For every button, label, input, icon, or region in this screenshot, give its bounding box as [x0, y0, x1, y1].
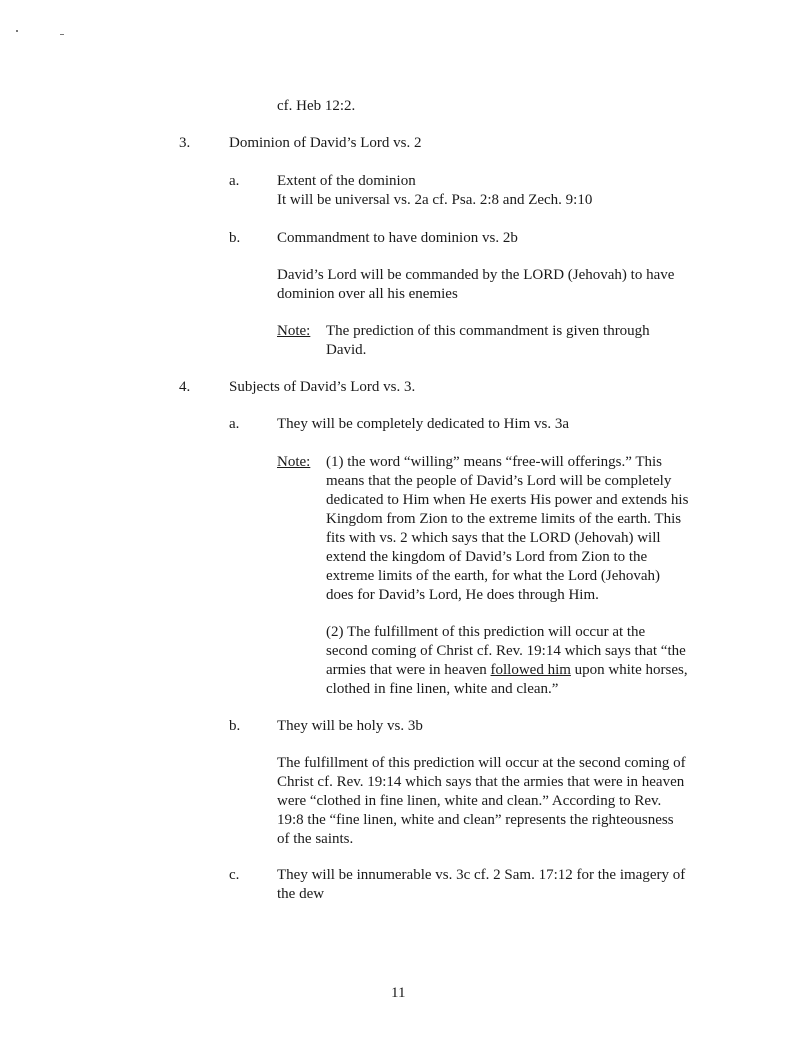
page-number: 11 — [391, 985, 406, 1001]
section-4a-note2-line: second coming of Christ cf. Rev. 19:14 which says that “the — [326, 643, 686, 659]
section-4a-note1-line: means that the people of David’s Lord will be completely — [326, 473, 672, 489]
section-3b-title: Commandment to have dominion vs. 2b — [277, 230, 518, 246]
section-4c-label: c. — [229, 867, 240, 883]
section-3b-note-line: David. — [326, 342, 367, 358]
section-4a-note1-line: dedicated to Him when He exerts His power and extends his — [326, 492, 689, 508]
section-3a-label: a. — [229, 173, 240, 189]
section-4a-note1-line: fits with vs. 2 which says that the LORD (Jehovah) will — [326, 530, 661, 546]
carryover-reference: cf. Heb 12:2. — [277, 98, 356, 114]
section-4a-note-label: Note: — [277, 454, 311, 470]
section-4a-note2-line: (2) The fulfillment of this prediction will occur at the — [326, 624, 646, 640]
section-4b-line: were “clothed in fine linen, white and clean.” According to Rev. — [277, 793, 662, 809]
section-3b-para-line: David’s Lord will be commanded by the LORD (Jehovah) to have — [277, 267, 675, 283]
section-4b-title: They will be holy vs. 3b — [277, 718, 423, 734]
section-3b-para-line: dominion over all his enemies — [277, 286, 458, 302]
section-4a-note1-line: extreme limits of the earth, for what the Lord (Jehovah) — [326, 568, 661, 584]
section-4a-note1-line: Kingdom from Zion to the extreme limits of the earth. This — [326, 511, 682, 527]
section-4-number: 4. — [179, 379, 191, 395]
section-4a-note1-line: extend the kingdom of David’s Lord from Zion to the — [326, 549, 648, 565]
section-4a-title: They will be completely dedicated to Him vs. 3a — [277, 416, 570, 432]
section-4c-line: They will be innumerable vs. 3c cf. 2 Sam. 17:12 for the imagery of — [277, 867, 686, 883]
section-3a-title: Extent of the dominion — [277, 173, 416, 189]
section-4b-line: of the saints. — [277, 831, 354, 847]
section-4b-label: b. — [229, 718, 241, 734]
section-4b-line: The fulfillment of this prediction will occur at the second coming of — [277, 755, 686, 771]
section-3-title: Dominion of David’s Lord vs. 2 — [229, 135, 422, 151]
note2-underlined-text: followed him — [490, 662, 571, 678]
note2-text: upon white horses, — [570, 662, 688, 678]
section-4b-line: 19:8 the “fine linen, white and clean” represents the righteousness — [277, 812, 674, 828]
section-3a-text: It will be universal vs. 2a cf. Psa. 2:8 and Zech. 9:10 — [277, 192, 593, 208]
section-4a-note1-line: (1) the word “willing” means “free-will offerings.” This — [326, 454, 663, 470]
section-3b-label: b. — [229, 230, 241, 246]
note2-text: armies that were in heaven — [326, 662, 491, 678]
section-4a-label: a. — [229, 416, 240, 432]
scan-speck — [60, 34, 64, 35]
section-4c-line: the dew — [277, 886, 325, 902]
section-3b-note-line: The prediction of this commandment is given through — [326, 323, 650, 339]
section-4b-line: Christ cf. Rev. 19:14 which says that the armies that were in heaven — [277, 774, 685, 790]
section-4-title: Subjects of David’s Lord vs. 3. — [229, 379, 416, 395]
section-4a-note1-line: does for David’s Lord, He does through Him. — [326, 587, 599, 603]
section-3b-note-label: Note: — [277, 323, 311, 339]
scan-speck — [16, 30, 18, 32]
section-4a-note2-line: clothed in fine linen, white and clean.” — [326, 681, 559, 697]
section-4a-note2-line — [326, 661, 688, 680]
section-3-number: 3. — [179, 135, 191, 151]
